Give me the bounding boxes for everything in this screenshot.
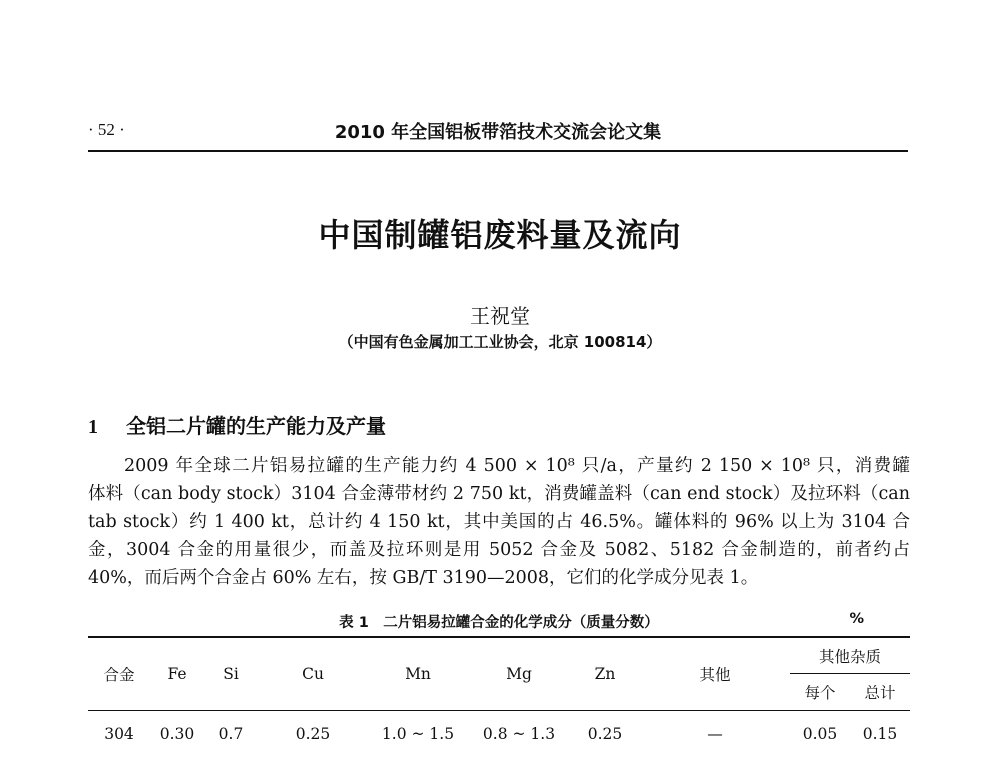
column-header: Fe: [150, 637, 204, 711]
column-header: Mn: [368, 637, 468, 711]
column-header: Zn: [570, 637, 640, 711]
table-cell: 1.0 ~ 1.5: [381, 725, 455, 743]
impurity-group-header: 其他杂质: [790, 637, 910, 674]
table-cell: 0.25: [295, 725, 331, 743]
author-affiliation: （中国有色金属加工工业协会，北京 100814）: [338, 333, 662, 351]
composition-table: [88, 636, 910, 753]
table-row: [88, 711, 910, 754]
column-header: Cu: [258, 637, 368, 711]
table-header-row: [88, 637, 910, 674]
table-cell: 0.05: [802, 725, 838, 743]
table-cell: 0.15: [862, 725, 898, 743]
running-header: [88, 114, 908, 152]
column-header: 每个: [790, 674, 850, 711]
paragraph-line: 金，3004 合金的用量很少，而盖及拉环则是用 5052 合金及 5082、5182 合金制造的，前者约占: [88, 540, 910, 560]
column-header: 其他: [640, 637, 790, 711]
column-header: 合金: [88, 637, 150, 711]
author-name: 王祝堂: [470, 304, 530, 328]
table-unit: %: [849, 611, 864, 627]
paragraph-line: 2009 年全球二片铝易拉罐的生产能力约 4 500 × 10⁸ 只/a，产量约 2 150 × 10⁸ 只，消费罐: [124, 456, 910, 476]
table-cell: 304: [104, 725, 134, 743]
paragraph-line: 40%，而后两个合金占 60% 左右，按 GB/T 3190—2008，它们的化学成分见表 1。: [88, 568, 759, 588]
section-number: 1: [88, 416, 98, 438]
table-cell: —: [707, 725, 723, 743]
column-header: 总计: [850, 674, 910, 711]
section-title: 全铝二片罐的生产能力及产量: [126, 414, 386, 438]
column-header: Mg: [468, 637, 570, 711]
table-caption-row: [88, 611, 910, 633]
table-cell: 0.8 ~ 1.3: [482, 725, 556, 743]
table-cell: 0.30: [159, 725, 195, 743]
table-caption: 表 1 二片铝易拉罐合金的化学成分（质量分数）: [339, 615, 659, 631]
journal-title: 2010 年全国铝板带箔技术交流会论文集: [334, 122, 662, 143]
paragraph-line: 体料（can body stock）3104 合金薄带材约 2 750 kt，消费罐盖料（can end stock）及拉环料（can: [88, 484, 910, 504]
paragraph-line: tab stock）约 1 400 kt，总计约 4 150 kt，其中美国的占 46.5%。罐体料的 96% 以上为 3104 合: [88, 512, 910, 532]
column-header: Si: [204, 637, 258, 711]
table-cell: 0.7: [218, 725, 244, 743]
paper-title: 中国制罐铝废料量及流向: [318, 216, 682, 254]
page-number: · 52 ·: [88, 120, 125, 139]
table-cell: 0.25: [587, 725, 623, 743]
section-heading: [88, 410, 386, 439]
body-paragraph: [88, 452, 910, 592]
